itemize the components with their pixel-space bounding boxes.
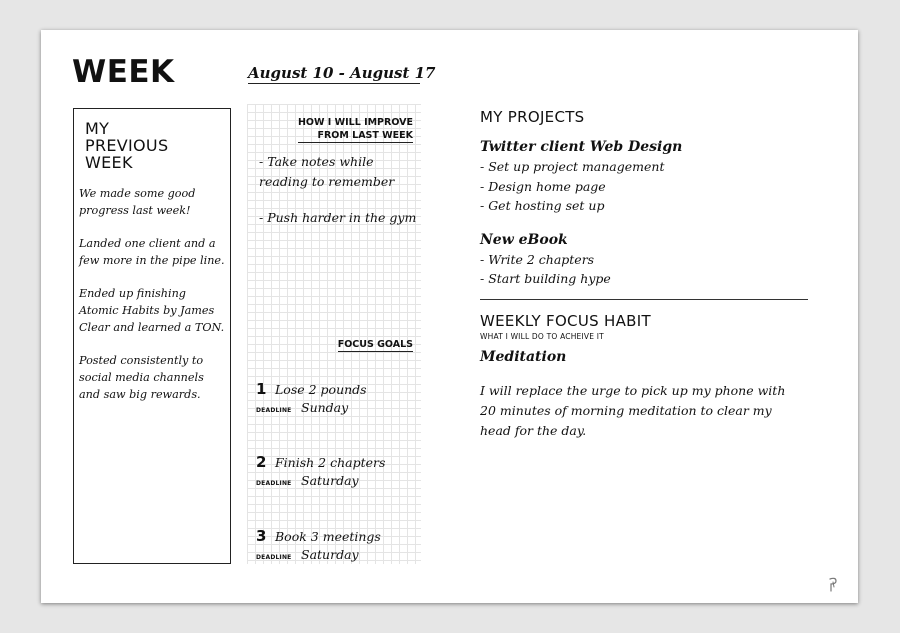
- section-divider: [480, 299, 808, 300]
- projects-heading: MY PROJECTS: [480, 108, 585, 126]
- focus-goal: [256, 453, 385, 488]
- previous-week-notes: [79, 185, 225, 403]
- deadline-value: Saturday: [301, 473, 359, 488]
- date-range: August 10 - August 17: [248, 64, 436, 82]
- project-tasks: [480, 157, 808, 216]
- goal-number: 3: [256, 527, 267, 545]
- goal-number: 1: [256, 380, 267, 398]
- improve-heading-line: FROM LAST WEEK: [298, 129, 413, 143]
- project-task: - Start building hype: [480, 271, 611, 286]
- previous-week-note: We made some good progress last week!: [79, 187, 196, 217]
- focus-goal: [256, 380, 367, 415]
- deadline-label: DEADLINE: [256, 407, 292, 414]
- project-tasks: [480, 250, 808, 289]
- focus-goal: [256, 527, 381, 562]
- habit-description: I will replace the urge to pick up my phone with 20 minutes of morning meditation to clear my head for the day.: [480, 382, 786, 438]
- page-title: WEEK: [72, 54, 175, 90]
- planner-sheet: [41, 30, 858, 603]
- project: [480, 137, 808, 216]
- improve-heading: [298, 116, 413, 143]
- goal-text: Lose 2 pounds: [275, 382, 367, 397]
- project-task: - Set up project management: [480, 159, 665, 174]
- previous-week-title-line: WEEK: [85, 153, 133, 172]
- deadline-label: DEADLINE: [256, 480, 292, 487]
- project-task: - Write 2 chapters: [480, 251, 595, 267]
- goal-number: 2: [256, 453, 267, 471]
- deadline-value: Saturday: [301, 547, 359, 562]
- deadline-label: DEADLINE: [256, 554, 292, 561]
- previous-week-title-line: PREVIOUS: [85, 136, 169, 155]
- previous-week-title: [85, 120, 225, 171]
- habit-name: Meditation: [480, 348, 567, 365]
- previous-week-note: Posted consistently to social media channels and saw big rewards.: [79, 354, 204, 401]
- previous-week-note: Ended up finishing Atomic Habits by James Clear and learned a TON.: [79, 287, 225, 334]
- focus-goals-heading: FOCUS GOALS: [337, 339, 413, 350]
- previous-week-title-line: MY: [85, 119, 110, 138]
- right-section: [480, 108, 808, 441]
- goal-text: Finish 2 chapters: [275, 455, 386, 470]
- project: [480, 230, 808, 289]
- improve-list: [259, 152, 419, 244]
- project-name: New eBook: [480, 231, 568, 248]
- habit-subheading: WHAT I WILL DO TO ACHEIVE IT: [480, 331, 604, 341]
- project-task: - Design home page: [480, 178, 606, 194]
- brand-logo-icon: [827, 576, 839, 592]
- project-name: Twitter client Web Design: [480, 139, 683, 155]
- improve-item: - Take notes while reading to remember: [259, 154, 395, 189]
- previous-week-box: [73, 108, 231, 564]
- grid-column: [247, 104, 421, 564]
- deadline-value: Sunday: [301, 400, 349, 415]
- project-task: - Get hosting set up: [480, 198, 605, 213]
- improve-item: - Push harder in the gym: [259, 210, 417, 225]
- previous-week-note: Landed one client and a few more in the pipe line.: [79, 237, 225, 267]
- improve-heading-line: HOW I WILL IMPROVE: [297, 117, 413, 128]
- habit-heading: WEEKLY FOCUS HABIT: [480, 311, 651, 330]
- goal-text: Book 3 meetings: [275, 529, 381, 544]
